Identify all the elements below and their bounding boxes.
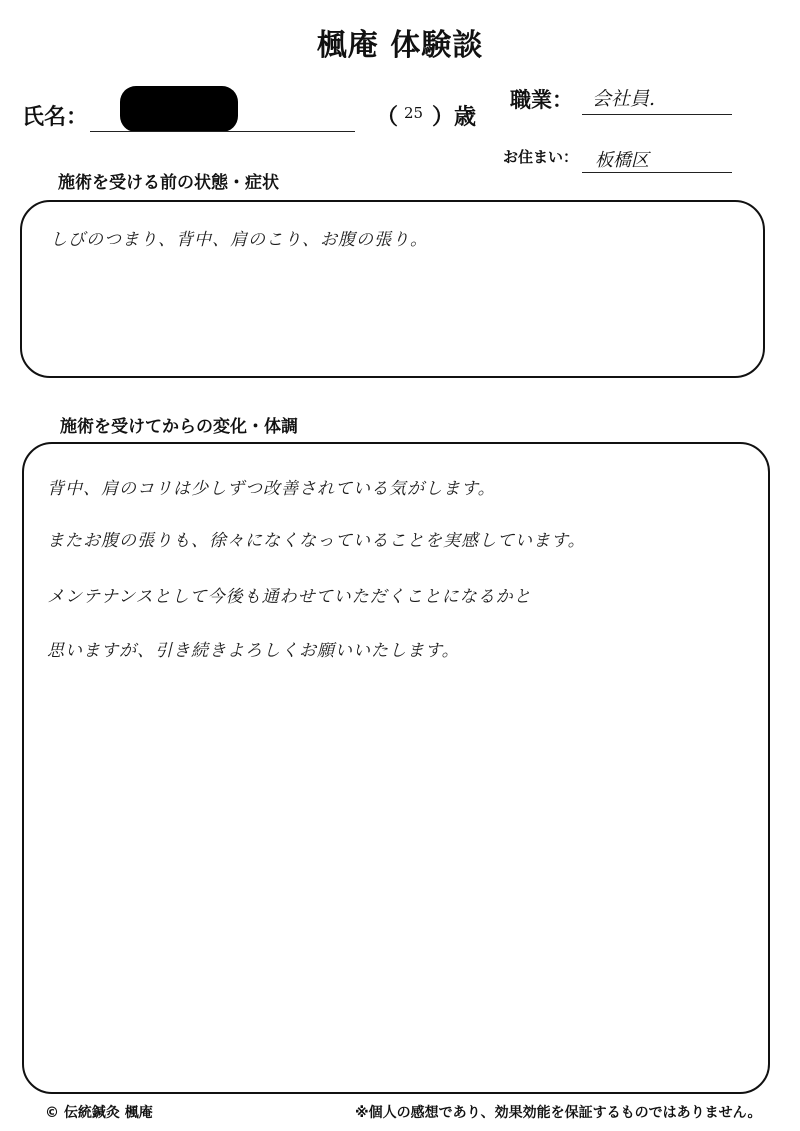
- before-text: しびのつまり、背中、肩のこり、お腹の張り。: [50, 230, 428, 250]
- footer-disclaimer: ※個人の感想であり、効果効能を保証するものではありません。: [355, 1105, 762, 1121]
- page-title: 楓庵 体験談: [316, 28, 484, 63]
- address-label: お住まい：: [503, 148, 579, 166]
- after-text-line: メンテナンスとして今後も通わせていただくことになるかと: [47, 587, 532, 607]
- occupation-underline: [582, 114, 732, 115]
- name-label: 氏名：: [22, 105, 89, 130]
- occupation-value: 会社員.: [592, 88, 656, 110]
- footer-copyright: © 伝統鍼灸 楓庵: [45, 1105, 153, 1121]
- name-underline: [90, 131, 355, 132]
- address-value: 板橋区: [595, 150, 649, 171]
- after-heading: 施術を受けてからの変化・体調: [60, 417, 298, 437]
- after-text-line: 背中、肩のコリは少しずつ改善されている気がします。: [47, 479, 496, 499]
- after-text-line: またお腹の張りも、徐々になくなっていることを実感しています。: [47, 531, 586, 551]
- address-underline: [582, 172, 732, 173]
- occupation-label: 職業：: [510, 88, 573, 112]
- name-redaction: [120, 86, 238, 132]
- before-heading: 施術を受ける前の状態・症状: [58, 173, 279, 193]
- age-value: 25: [404, 104, 424, 122]
- age-unit: ）歳: [432, 105, 477, 130]
- after-text-line: 思いますが、引き続きよろしくお願いいたします。: [47, 641, 460, 661]
- age-paren-open: （: [376, 105, 399, 130]
